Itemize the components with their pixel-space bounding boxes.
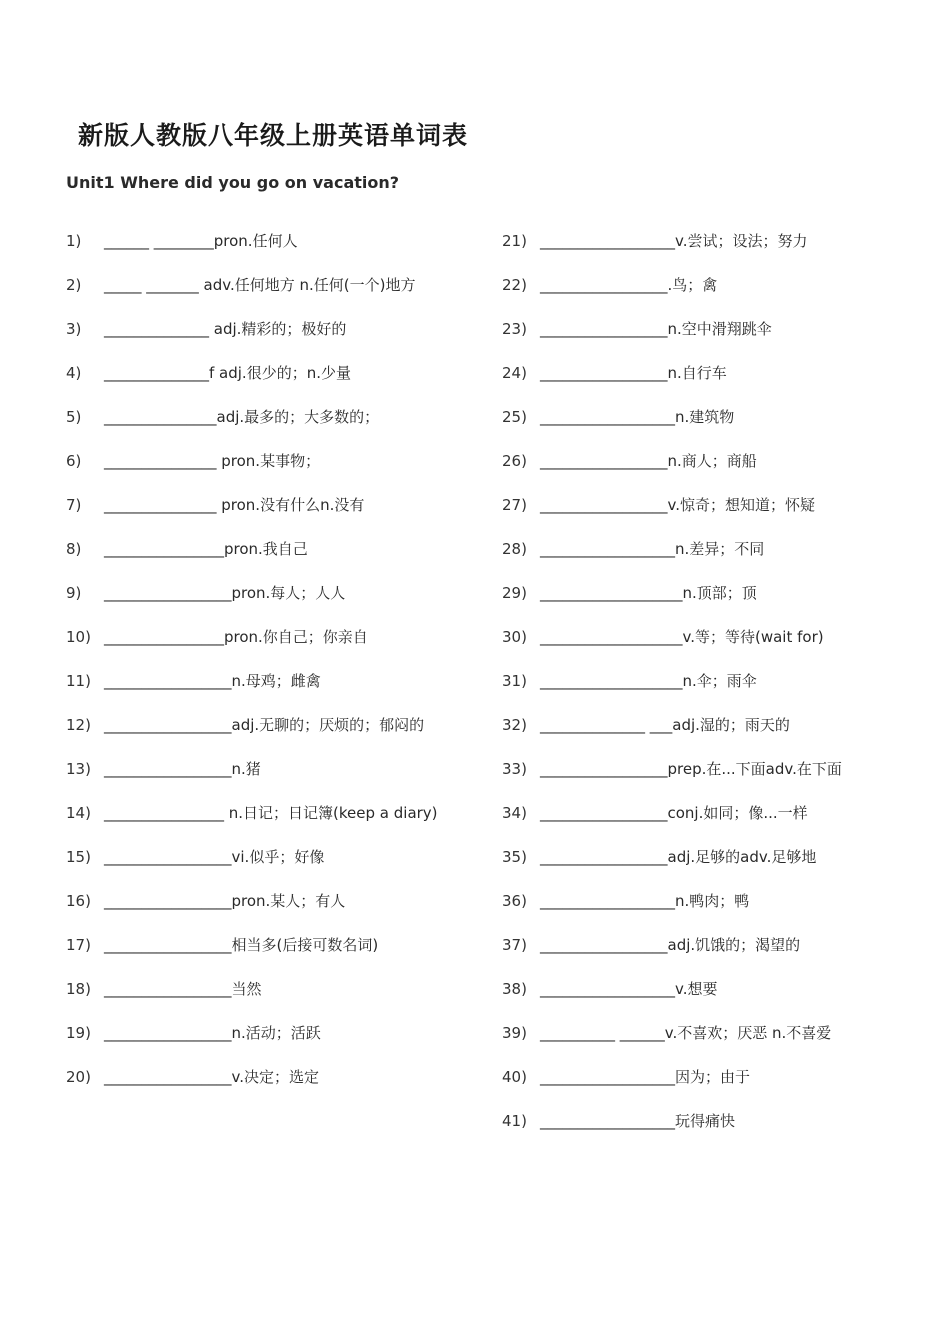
item-number: 25) bbox=[502, 408, 527, 426]
list-item bbox=[502, 934, 922, 978]
item-text: ________________pron.你自己；你亲自 bbox=[104, 628, 368, 646]
item-text: __________________n.鸭肉；鸭 bbox=[540, 892, 750, 910]
list-item bbox=[66, 802, 486, 846]
item-number: 17) bbox=[66, 936, 91, 954]
item-number: 18) bbox=[66, 980, 91, 998]
item-number: 16) bbox=[66, 892, 91, 910]
item-text: _________________adj.足够的adv.足够地 bbox=[540, 848, 817, 866]
list-item bbox=[66, 846, 486, 890]
list-item bbox=[66, 714, 486, 758]
item-number: 7) bbox=[66, 496, 82, 514]
item-number: 1) bbox=[66, 232, 82, 250]
item-number: 41) bbox=[502, 1112, 527, 1130]
item-number: 10) bbox=[66, 628, 91, 646]
list-item bbox=[502, 450, 922, 494]
item-text: ______ ________pron.任何人 bbox=[104, 232, 298, 250]
item-text: _________________vi.似乎；好像 bbox=[104, 848, 325, 866]
item-number: 3) bbox=[66, 320, 82, 338]
item-text: _________________pron.某人；有人 bbox=[104, 892, 346, 910]
item-number: 23) bbox=[502, 320, 527, 338]
item-number: 24) bbox=[502, 364, 527, 382]
item-text: _________________pron.每人；人人 bbox=[104, 584, 346, 602]
item-number: 22) bbox=[502, 276, 527, 294]
list-item bbox=[66, 274, 486, 318]
item-text: _________________v.决定；选定 bbox=[104, 1068, 319, 1086]
item-number: 13) bbox=[66, 760, 91, 778]
item-number: 27) bbox=[502, 496, 527, 514]
item-number: 9) bbox=[66, 584, 82, 602]
unit-heading: Unit1 Where did you go on vacation? bbox=[66, 173, 400, 192]
item-text: _______________ pron.没有什么n.没有 bbox=[104, 496, 365, 514]
list-item bbox=[66, 1022, 486, 1066]
list-item bbox=[66, 406, 486, 450]
list-item bbox=[502, 890, 922, 934]
item-text: ___________________v.等；等待(wait for) bbox=[540, 628, 824, 646]
list-item bbox=[66, 450, 486, 494]
list-item bbox=[66, 670, 486, 714]
list-item bbox=[66, 362, 486, 406]
item-number: 11) bbox=[66, 672, 91, 690]
item-text: ___________________n.顶部；顶 bbox=[540, 584, 757, 602]
item-number: 32) bbox=[502, 716, 527, 734]
item-text: _________________n.活动；活跃 bbox=[104, 1024, 321, 1042]
item-text: _________________v.惊奇；想知道；怀疑 bbox=[540, 496, 815, 514]
item-number: 39) bbox=[502, 1024, 527, 1042]
item-text: __________________n.建筑物 bbox=[540, 408, 735, 426]
item-number: 31) bbox=[502, 672, 527, 690]
item-text: ________________ n.日记；日记簿(keep a diary) bbox=[104, 804, 438, 822]
list-item bbox=[502, 1066, 922, 1110]
item-text: _________________n.空中滑翔跳伞 bbox=[540, 320, 772, 338]
list-item bbox=[66, 758, 486, 802]
item-text: _________________adj.无聊的；厌烦的；郁闷的 bbox=[104, 716, 425, 734]
list-item bbox=[502, 846, 922, 890]
item-number: 36) bbox=[502, 892, 527, 910]
list-item bbox=[66, 582, 486, 626]
item-text: _________________相当多(后接可数名词) bbox=[104, 936, 379, 954]
list-item bbox=[66, 1066, 486, 1110]
list-item bbox=[66, 494, 486, 538]
item-number: 15) bbox=[66, 848, 91, 866]
item-text: _____ _______ adv.任何地方 n.任何(一个)地方 bbox=[104, 276, 416, 294]
list-item bbox=[66, 890, 486, 934]
item-number: 6) bbox=[66, 452, 82, 470]
item-number: 34) bbox=[502, 804, 527, 822]
item-text: ___________________n.伞；雨伞 bbox=[540, 672, 757, 690]
item-number: 30) bbox=[502, 628, 527, 646]
item-text: _________________当然 bbox=[104, 980, 262, 998]
list-item bbox=[502, 802, 922, 846]
item-text: ______________ adj.精彩的；极好的 bbox=[104, 320, 347, 338]
vocab-list-right bbox=[502, 230, 922, 1154]
list-item bbox=[502, 230, 922, 274]
list-item bbox=[66, 538, 486, 582]
item-number: 37) bbox=[502, 936, 527, 954]
item-text: __________________v.想要 bbox=[540, 980, 718, 998]
list-item bbox=[66, 978, 486, 1022]
item-text: _______________ pron.某事物； bbox=[104, 452, 321, 470]
list-item bbox=[502, 1022, 922, 1066]
list-item bbox=[502, 406, 922, 450]
item-number: 26) bbox=[502, 452, 527, 470]
item-number: 40) bbox=[502, 1068, 527, 1086]
item-number: 28) bbox=[502, 540, 527, 558]
item-text: ______________ ___adj.湿的；雨天的 bbox=[540, 716, 790, 734]
list-item bbox=[502, 978, 922, 1022]
list-item bbox=[66, 626, 486, 670]
item-text: _________________conj.如同；像...一样 bbox=[540, 804, 808, 822]
item-number: 19) bbox=[66, 1024, 91, 1042]
item-number: 8) bbox=[66, 540, 82, 558]
list-item bbox=[66, 934, 486, 978]
item-number: 12) bbox=[66, 716, 91, 734]
item-text: _________________.鸟；禽 bbox=[540, 276, 718, 294]
item-text: __________________v.尝试；设法；努力 bbox=[540, 232, 808, 250]
item-text: _________________n.自行车 bbox=[540, 364, 727, 382]
item-number: 38) bbox=[502, 980, 527, 998]
list-item bbox=[66, 230, 486, 274]
list-item bbox=[502, 538, 922, 582]
item-text: ______________f adj.很少的；n.少量 bbox=[104, 364, 351, 382]
item-number: 4) bbox=[66, 364, 82, 382]
item-number: 33) bbox=[502, 760, 527, 778]
list-item bbox=[502, 1110, 922, 1154]
list-item bbox=[502, 274, 922, 318]
item-number: 2) bbox=[66, 276, 82, 294]
list-item bbox=[66, 318, 486, 362]
item-text: _________________n.商人；商船 bbox=[540, 452, 757, 470]
item-number: 20) bbox=[66, 1068, 91, 1086]
item-text: _______________adj.最多的；大多数的； bbox=[104, 408, 380, 426]
item-text: _________________n.猪 bbox=[104, 760, 261, 778]
item-text: ________________pron.我自己 bbox=[104, 540, 308, 558]
item-text: _________________prep.在...下面adv.在下面 bbox=[540, 760, 842, 778]
item-number: 29) bbox=[502, 584, 527, 602]
page-title: 新版人教版八年级上册英语单词表 bbox=[78, 121, 469, 150]
item-text: __________________n.差异；不同 bbox=[540, 540, 765, 558]
list-item bbox=[502, 714, 922, 758]
list-item bbox=[502, 670, 922, 714]
item-number: 14) bbox=[66, 804, 91, 822]
item-text: __________________玩得痛快 bbox=[540, 1112, 736, 1130]
list-item bbox=[502, 362, 922, 406]
item-number: 35) bbox=[502, 848, 527, 866]
item-text: __________ ______v.不喜欢；厌恶 n.不喜爱 bbox=[540, 1024, 832, 1042]
item-text: _________________adj.饥饿的；渴望的 bbox=[540, 936, 801, 954]
list-item bbox=[502, 626, 922, 670]
list-item bbox=[502, 758, 922, 802]
vocab-list-left bbox=[66, 230, 486, 1110]
item-number: 21) bbox=[502, 232, 527, 250]
item-number: 5) bbox=[66, 408, 82, 426]
item-text: _________________n.母鸡；雌禽 bbox=[104, 672, 321, 690]
list-item bbox=[502, 582, 922, 626]
item-text: __________________因为；由于 bbox=[540, 1068, 751, 1086]
list-item bbox=[502, 494, 922, 538]
list-item bbox=[502, 318, 922, 362]
